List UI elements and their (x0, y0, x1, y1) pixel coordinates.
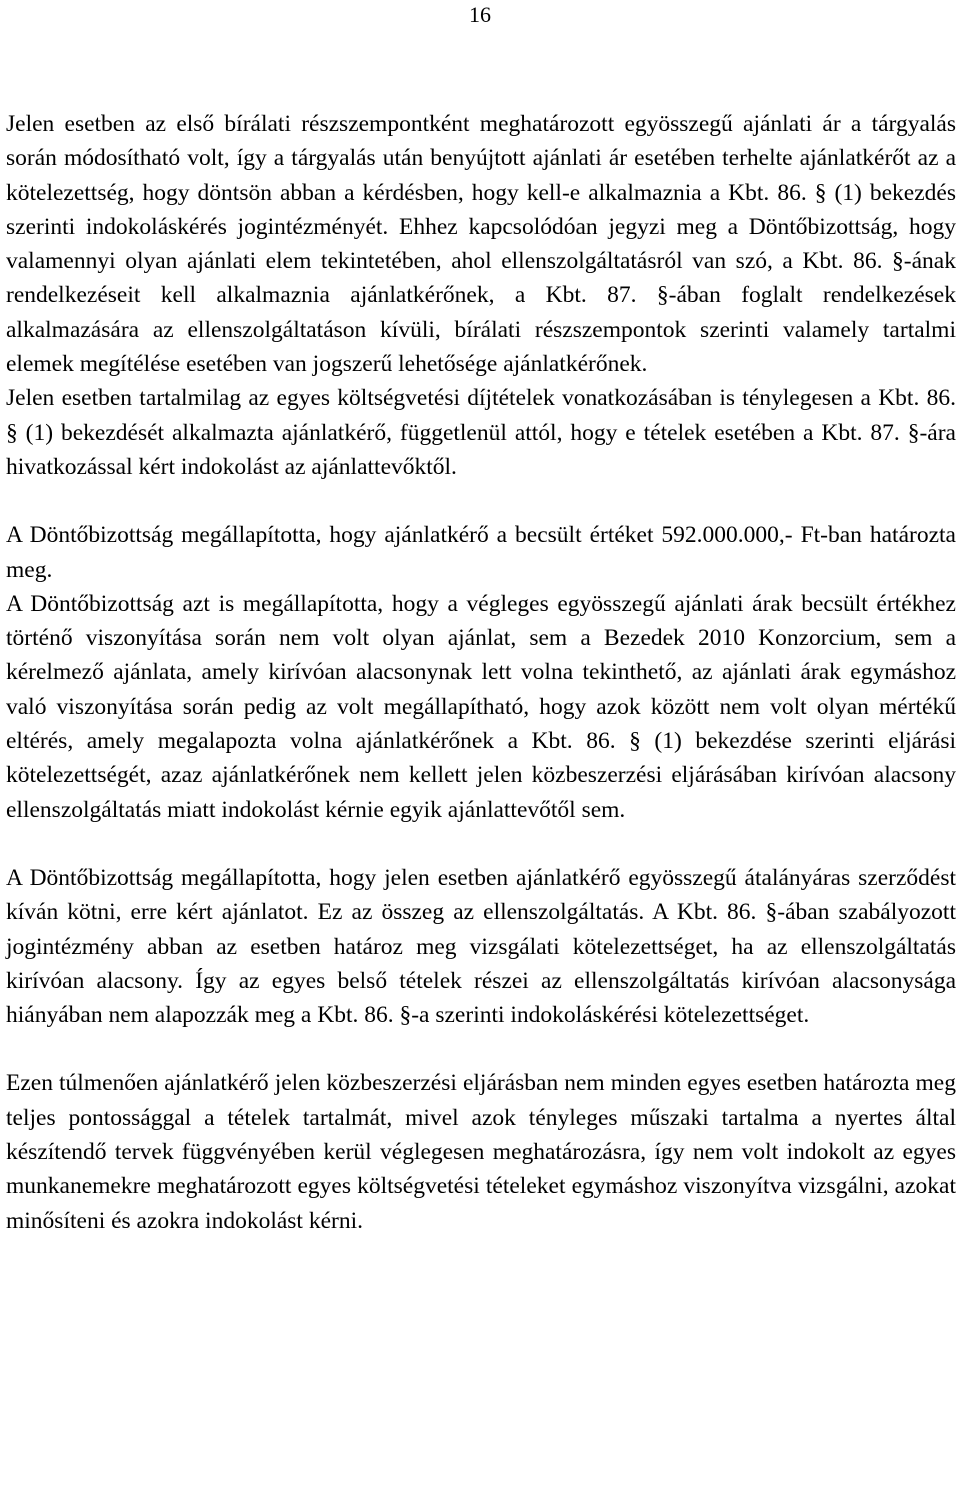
paragraph-6: Ezen túlmenően ajánlatkérő jelen közbeszerzési eljárásban nem minden egyes esetben határozta meg teljes pontossággal a tételek tartalmát, mivel azok tényleges műszaki tartalma a nyertes által készítendő tervek függvényében kerül véglegesen meghatározásra, így nem volt indokolt az egyes munkanemekre meghatározott egyes költségvetési tételeket egymáshoz viszonyítva vizsgálni, azokat minősíteni és azokra indokolást kérni. (6, 1070, 956, 1234)
paragraph-4: A Döntőbizottság azt is megállapította, hogy a végleges egyösszegű ajánlati árak becsült értékhez történő viszonyítása során nem volt olyan ajánlat, sem a Bezedek 2010 Konzorcium, sem a kérelmező ajánlata, amely kirívóan alacsonynak lett volna tekinthető, az ajánlati árak egymáshoz való viszonyítása során pedig az volt megállapítható, hogy azok között nem volt olyan mértékű eltérés, amely megalapozta volna ajánlatkérőnek a Kbt. 86. § (1) bekezdése szerinti eljárási kötelezettségét, azaz ajánlatkérőnek nem kellett jelen közbeszerzési eljárásában kirívóan alacsony ellenszolgáltatás miatt indokolást kérnie egyik ajánlattevőtől sem. (6, 590, 956, 823)
paragraph-2: Jelen esetben tartalmilag az egyes költségvetési díjtételek vonatkozásában is ténylegesen a Kbt. 86. § (1) bekezdését alkalmazta ajánlatkérő, függetlenül attól, hogy e tételek esetében a Kbt. 87. §-ára hivatkozással kért indokolást az ajánlattevőktől. (6, 385, 956, 480)
paragraph-5: A Döntőbizottság megállapította, hogy jelen esetben ajánlatkérő egyösszegű átalányáras szerződést kíván kötni, erre kért ajánlatot. Ez az összeg az ellenszolgáltatás. A Kbt. 86. §-ában szabályozott jogintézmény abban az esetben határoz meg vizsgálati kötelezettséget, ha az ellenszolgáltatás kirívóan alacsony. Így az egyes belső tételek részei az ellenszolgáltatás kirívóan alacsonysága hiányában nem alapozzák meg a Kbt. 86. §-a szerinti indokoláskérési kötelezettséget. (6, 864, 956, 1029)
paragraph-1: Jelen esetben az első bírálati részszempontként meghatározott egyösszegű ajánlati ár a tárgyalás során módosítható volt, így a tárgyalás után benyújtott ajánlati ár esetében terhelte ajánlatkérőt az a kötelezettség, hogy döntsön abban a kérdésben, hogy kell-e alkalmaznia a Kbt. 86. § (1) bekezdés szerinti indokoláskérés jogintézményét. Ehhez kapcsolódóan jegyzi meg a Döntőbizottság, hogy valamennyi olyan ajánlati elem tekintetében, ahol ellenszolgáltatásról van szó, a Kbt. 86. §-ának rendelkezéseit kell alkalmaznia ajánlatkérőnek, a Kbt. 87. §-ában foglalt rendelkezések alkalmazására az ellenszolgáltatáson kívüli, bírálati részszempontok szerinti valamely tartalmi elemek megítélése esetében van jogszerű lehetősége ajánlatkérőnek. (6, 111, 956, 378)
page-number: 16 (469, 2, 491, 27)
body-text (6, 107, 956, 1238)
paragraph-3: A Döntőbizottság megállapította, hogy ajánlatkérő a becsült értéket 592.000.000,- Ft-ban határozta meg. (6, 522, 956, 583)
